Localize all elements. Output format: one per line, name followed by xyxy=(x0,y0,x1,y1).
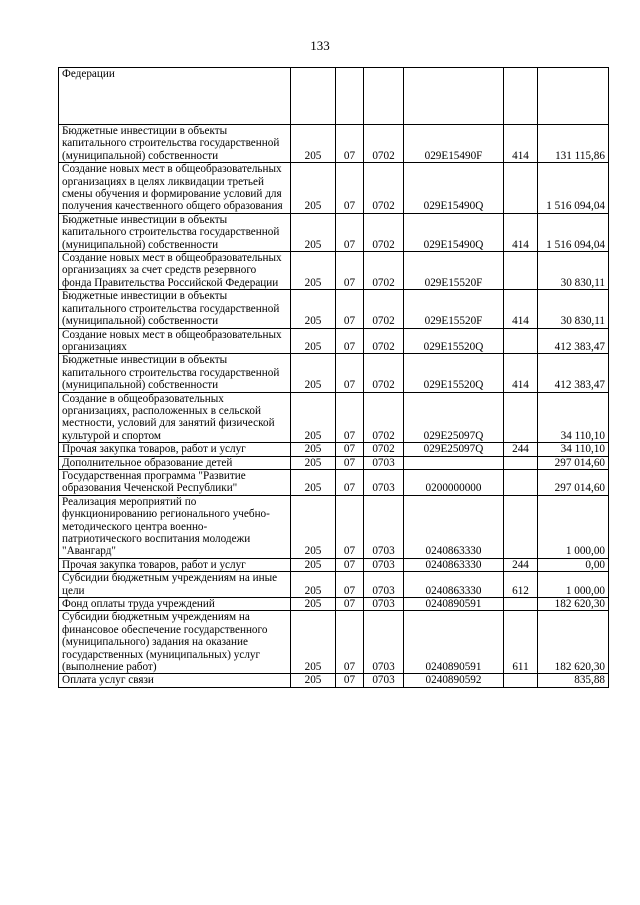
amount-cell xyxy=(538,68,609,125)
amount-cell: 34 110,10 xyxy=(538,443,609,456)
table-row xyxy=(59,125,609,163)
expense-name-cell: Бюджетные инвестиции в объекты капитального строительства государственной (муниципальной) собственности xyxy=(59,125,291,163)
section-code-cell xyxy=(336,68,364,125)
subsection-code-cell: 0702 xyxy=(364,443,404,456)
amount-cell: 0,00 xyxy=(538,558,609,571)
expense-name-cell: Оплата услуг связи xyxy=(59,674,291,687)
department-code-cell: 205 xyxy=(291,125,336,163)
target-article-cell xyxy=(404,456,504,469)
table-row xyxy=(59,328,609,354)
section-code-cell: 07 xyxy=(336,469,364,495)
table-row xyxy=(59,252,609,290)
section-code-cell: 07 xyxy=(336,611,364,674)
amount-cell: 34 110,10 xyxy=(538,392,609,443)
section-code-cell: 07 xyxy=(336,558,364,571)
subsection-code-cell: 0702 xyxy=(364,328,404,354)
table-row xyxy=(59,558,609,571)
table-row xyxy=(59,611,609,674)
target-article-cell: 029E15490Q xyxy=(404,163,504,214)
target-article-cell: 029E15490Q xyxy=(404,213,504,251)
target-article-cell: 029E15520F xyxy=(404,252,504,290)
page-number: 133 xyxy=(310,38,330,53)
amount-cell: 1 516 094,04 xyxy=(538,213,609,251)
expense-name-cell: Бюджетные инвестиции в объекты капитального строительства государственной (муниципальной) собственности xyxy=(59,354,291,392)
amount-cell: 1 000,00 xyxy=(538,572,609,598)
table-row xyxy=(59,456,609,469)
subsection-code-cell: 0703 xyxy=(364,674,404,687)
department-code-cell: 205 xyxy=(291,495,336,558)
subsection-code-cell: 0702 xyxy=(364,125,404,163)
section-code-cell: 07 xyxy=(336,328,364,354)
target-article-cell: 0240890591 xyxy=(404,598,504,611)
expense-type-cell xyxy=(504,456,538,469)
table-row xyxy=(59,163,609,214)
subsection-code-cell: 0702 xyxy=(364,213,404,251)
department-code-cell: 205 xyxy=(291,456,336,469)
expense-name-cell: Субсидии бюджетным учреждениям на иные цели xyxy=(59,572,291,598)
department-code-cell: 205 xyxy=(291,252,336,290)
target-article-cell: 029E25097Q xyxy=(404,392,504,443)
department-code-cell: 205 xyxy=(291,598,336,611)
department-code-cell: 205 xyxy=(291,558,336,571)
expense-type-cell: 612 xyxy=(504,572,538,598)
amount-cell: 1 516 094,04 xyxy=(538,163,609,214)
target-article-cell: 0240863330 xyxy=(404,572,504,598)
subsection-code-cell xyxy=(364,68,404,125)
amount-cell: 30 830,11 xyxy=(538,290,609,328)
subsection-code-cell: 0703 xyxy=(364,456,404,469)
table-row xyxy=(59,598,609,611)
table-row xyxy=(59,68,609,125)
department-code-cell: 205 xyxy=(291,354,336,392)
table-row xyxy=(59,392,609,443)
expense-name-cell: Субсидии бюджетным учреждениям на финансовое обеспечение государственного (муниципального) задания на оказание государственных (муниципальных) услуг (выполнение работ) xyxy=(59,611,291,674)
amount-cell: 835,88 xyxy=(538,674,609,687)
target-article-cell: 029E15520Q xyxy=(404,354,504,392)
section-code-cell: 07 xyxy=(336,392,364,443)
section-code-cell: 07 xyxy=(336,163,364,214)
target-article-cell: 0240863330 xyxy=(404,558,504,571)
table-body xyxy=(59,68,609,688)
expense-type-cell: 414 xyxy=(504,125,538,163)
expense-name-cell: Прочая закупка товаров, работ и услуг xyxy=(59,443,291,456)
subsection-code-cell: 0703 xyxy=(364,495,404,558)
expense-name-cell: Создание новых мест в общеобразовательных организациях xyxy=(59,328,291,354)
department-code-cell: 205 xyxy=(291,163,336,214)
amount-cell: 1 000,00 xyxy=(538,495,609,558)
department-code-cell: 205 xyxy=(291,290,336,328)
section-code-cell: 07 xyxy=(336,354,364,392)
expense-type-cell xyxy=(504,598,538,611)
department-code-cell xyxy=(291,68,336,125)
department-code-cell: 205 xyxy=(291,674,336,687)
amount-cell: 182 620,30 xyxy=(538,611,609,674)
target-article-cell: 029E25097Q xyxy=(404,443,504,456)
subsection-code-cell: 0702 xyxy=(364,163,404,214)
expense-type-cell: 414 xyxy=(504,354,538,392)
section-code-cell: 07 xyxy=(336,495,364,558)
table-row xyxy=(59,495,609,558)
expense-name-cell: Дополнительное образование детей xyxy=(59,456,291,469)
section-code-cell: 07 xyxy=(336,456,364,469)
amount-cell: 182 620,30 xyxy=(538,598,609,611)
target-article-cell: 0240890591 xyxy=(404,611,504,674)
expense-type-cell xyxy=(504,163,538,214)
section-code-cell: 07 xyxy=(336,213,364,251)
expense-name-cell: Федерации xyxy=(59,68,291,125)
section-code-cell: 07 xyxy=(336,252,364,290)
subsection-code-cell: 0703 xyxy=(364,598,404,611)
section-code-cell: 07 xyxy=(336,443,364,456)
target-article-cell: 0240863330 xyxy=(404,495,504,558)
expense-name-cell: Реализация мероприятий по функционированию регионального учебно-методического центра военно-патриотического воспитания молодежи "Авангард" xyxy=(59,495,291,558)
expense-name-cell: Государственная программа "Развитие образования Чеченской Республики" xyxy=(59,469,291,495)
amount-cell: 297 014,60 xyxy=(538,456,609,469)
expense-type-cell xyxy=(504,328,538,354)
table-row xyxy=(59,354,609,392)
section-code-cell: 07 xyxy=(336,125,364,163)
table-row xyxy=(59,443,609,456)
table-row xyxy=(59,674,609,687)
expense-type-cell: 244 xyxy=(504,443,538,456)
expense-type-cell: 414 xyxy=(504,213,538,251)
target-article-cell: 0240890592 xyxy=(404,674,504,687)
table-row xyxy=(59,213,609,251)
expense-type-cell xyxy=(504,495,538,558)
target-article-cell: 029E15490F xyxy=(404,125,504,163)
subsection-code-cell: 0702 xyxy=(364,252,404,290)
expense-type-cell: 244 xyxy=(504,558,538,571)
subsection-code-cell: 0702 xyxy=(364,290,404,328)
target-article-cell: 029E15520F xyxy=(404,290,504,328)
subsection-code-cell: 0702 xyxy=(364,392,404,443)
amount-cell: 412 383,47 xyxy=(538,328,609,354)
table-row xyxy=(59,290,609,328)
table-row xyxy=(59,572,609,598)
expense-name-cell: Прочая закупка товаров, работ и услуг xyxy=(59,558,291,571)
section-code-cell: 07 xyxy=(336,572,364,598)
amount-cell: 30 830,11 xyxy=(538,252,609,290)
amount-cell: 297 014,60 xyxy=(538,469,609,495)
expense-type-cell xyxy=(504,252,538,290)
expense-type-cell xyxy=(504,674,538,687)
department-code-cell: 205 xyxy=(291,572,336,598)
target-article-cell xyxy=(404,68,504,125)
subsection-code-cell: 0703 xyxy=(364,558,404,571)
department-code-cell: 205 xyxy=(291,443,336,456)
subsection-code-cell: 0703 xyxy=(364,572,404,598)
expense-name-cell: Создание новых мест в общеобразовательных организациях в целях ликвидации третьей смены обучения и формирование условий для получения качественного общего образования xyxy=(59,163,291,214)
expense-name-cell: Создание новых мест в общеобразовательных организациях за счет средств резервного фонда Правительства Российской Федерации xyxy=(59,252,291,290)
budget-table xyxy=(58,67,609,688)
expense-type-cell: 414 xyxy=(504,290,538,328)
department-code-cell: 205 xyxy=(291,213,336,251)
expense-type-cell xyxy=(504,68,538,125)
expense-name-cell: Создание в общеобразовательных организациях, расположенных в сельской местности, условий для занятий физической культурой и спортом xyxy=(59,392,291,443)
department-code-cell: 205 xyxy=(291,611,336,674)
expense-type-cell xyxy=(504,469,538,495)
section-code-cell: 07 xyxy=(336,674,364,687)
subsection-code-cell: 0702 xyxy=(364,354,404,392)
section-code-cell: 07 xyxy=(336,598,364,611)
expense-type-cell: 611 xyxy=(504,611,538,674)
subsection-code-cell: 0703 xyxy=(364,469,404,495)
expense-name-cell: Фонд оплаты труда учреждений xyxy=(59,598,291,611)
section-code-cell: 07 xyxy=(336,290,364,328)
amount-cell: 412 383,47 xyxy=(538,354,609,392)
expense-name-cell: Бюджетные инвестиции в объекты капитального строительства государственной (муниципальной) собственности xyxy=(59,290,291,328)
subsection-code-cell: 0703 xyxy=(364,611,404,674)
target-article-cell: 029E15520Q xyxy=(404,328,504,354)
amount-cell: 131 115,86 xyxy=(538,125,609,163)
expense-name-cell: Бюджетные инвестиции в объекты капитального строительства государственной (муниципальной) собственности xyxy=(59,213,291,251)
department-code-cell: 205 xyxy=(291,328,336,354)
target-article-cell: 0200000000 xyxy=(404,469,504,495)
table-row xyxy=(59,469,609,495)
department-code-cell: 205 xyxy=(291,392,336,443)
department-code-cell: 205 xyxy=(291,469,336,495)
expense-type-cell xyxy=(504,392,538,443)
